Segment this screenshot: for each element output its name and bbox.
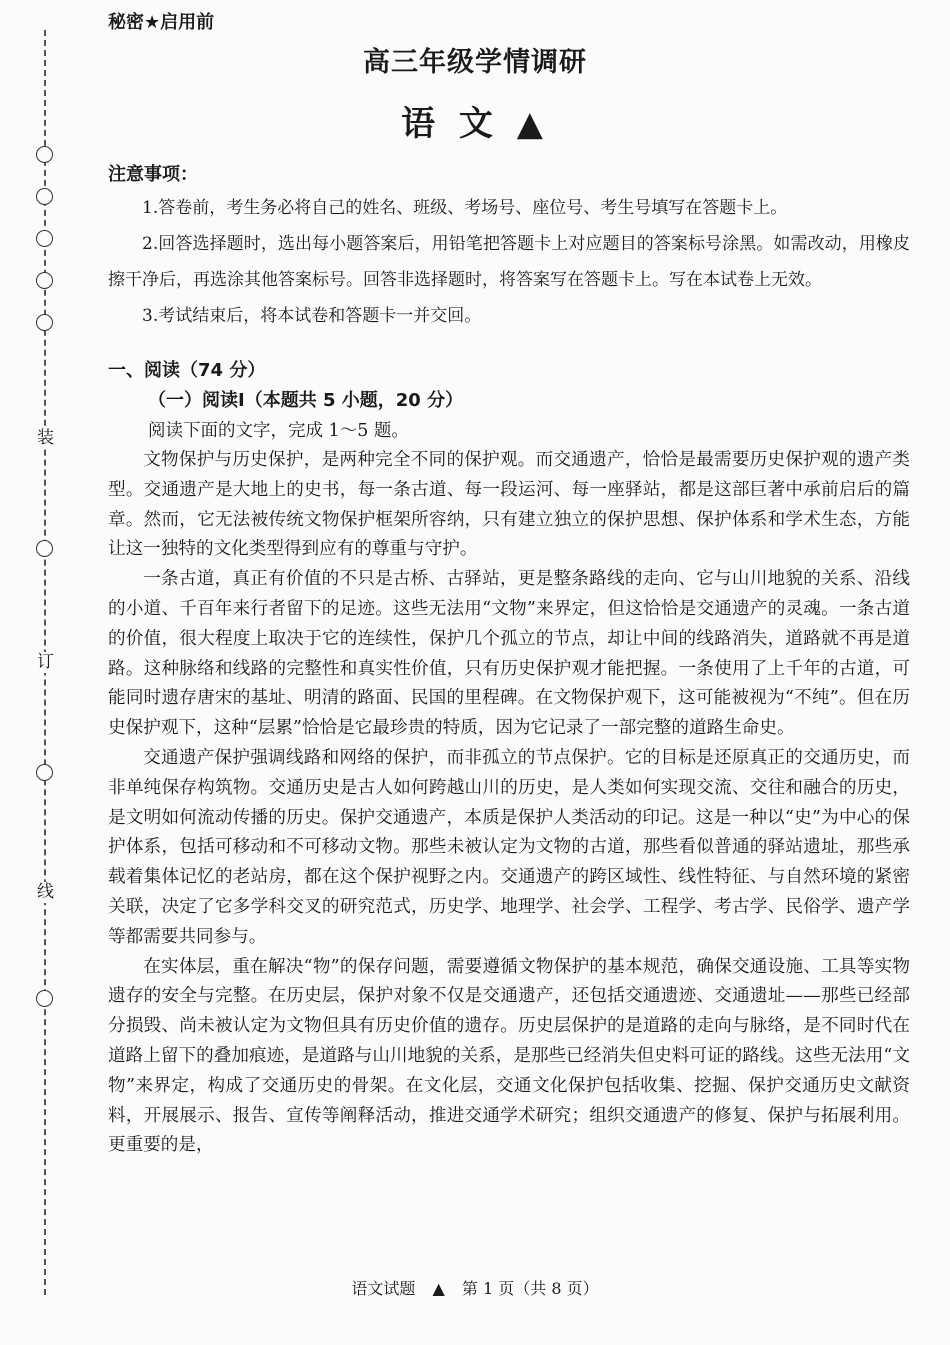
binding-hole-icon bbox=[36, 764, 53, 781]
binding-hole-icon bbox=[36, 230, 53, 247]
secret-label: 秘密★启用前 bbox=[108, 12, 215, 33]
footer-page-number: 第 1 页（共 8 页） bbox=[461, 1279, 599, 1298]
reading-paragraph: 在实体层，重在解决“物”的保存问题，需要遵循文物保护的基本规范，确保交通设施、工具等实物遗存的安全与完整。在历史层，保护对象不仅是交通遗产，还包括交通遗迹、交通遗址——那些已经部分损毁、尚未被认定为文物但具有历史价值的遗存。历史层保护的是道路的走向与脉络，是不同时代在道路上留下的叠加痕迹，是道路与山川地貌的关系，是那些已经消失但史料可证的路线。这些无法用“文物”来界定，构成了交通历史的骨架。在文化层，交通文化保护包括收集、挖掘、保护交通历史文献资料，开展展示、报告、宣传等阐释活动，推进交通学术研究；组织交通遗产的修复、保护与拓展利用。更重要的是， bbox=[108, 956, 910, 1156]
binding-hole-icon bbox=[36, 540, 53, 557]
binding-char-xian: 线 bbox=[37, 882, 54, 902]
reading-paragraph: 文物保护与历史保护，是两种完全不同的保护观。而交通遗产，恰恰是最需要历史保护观的遗产类型。交通遗产是大地上的史书，每一条古道、每一段运河、每一座驿站，都是这部巨著中承前启后的篇章。然而，它无法被传统文物保护框架所容纳，只有建立独立的保护思想、保护体系和学术生态，方能让这一独特的文化类型得到应有的尊重与守护。 bbox=[108, 450, 910, 560]
notice-item: 1.答卷前，考生务必将自己的姓名、班级、考场号、座位号、考生号填写在答题卡上。 bbox=[142, 198, 788, 218]
binding-hole-icon bbox=[36, 990, 53, 1007]
binding-char-zhuang: 装 bbox=[37, 428, 54, 448]
subsection-title: （一）阅读Ⅰ（本题共 5 小题，20 分） bbox=[148, 390, 464, 411]
footer-subject: 语文试题 bbox=[351, 1279, 416, 1298]
exam-content bbox=[108, 160, 910, 1161]
binding-hole-icon bbox=[36, 146, 53, 163]
section-title: 一、阅读（74 分） bbox=[108, 360, 266, 381]
subject-title: 语 文 ▲ bbox=[401, 104, 549, 144]
notice-heading: 注意事项： bbox=[108, 164, 198, 185]
binding-hole-icon bbox=[36, 188, 53, 205]
binding-hole-icon bbox=[36, 272, 53, 289]
binding-margin bbox=[0, 0, 95, 1300]
page-footer bbox=[0, 1276, 950, 1299]
exam-title: 高三年级学情调研 bbox=[363, 47, 587, 78]
reading-paragraph: 一条古道，真正有价值的不只是古桥、古驿站，更是整条路线的走向、它与山川地貌的关系、沿线的小道、千百年来行者留下的足迹。这些无法用“文物”来界定，但这恰恰是交通遗产的灵魂。一条古道的价值，很大程度上取决于它的连续性，保护几个孤立的节点，却让中间的线路消失，道路就不再是道路。这种脉络和线路的完整性和真实性价值，只有历史保护观才能把握。一条使用了上千年的古道，可能同时遗存唐宋的基址、明清的路面、民国的里程碑。在文物保护观下，这可能被视为“不纯”。但在历史保护观下，这种“层累”恰恰是它最珍贵的特质，因为它记录了一部完整的道路生命史。 bbox=[108, 569, 910, 739]
reading-paragraph: 交通遗产保护强调线路和网络的保护，而非孤立的节点保护。它的目标是还原真正的交通历史，而非单纯保存构筑物。交通历史是古人如何跨越山川的历史，是人类如何实现交流、交往和融合的历史，是文明如何流动传播的历史。保护交通遗产，本质是保护人类活动的印记。这是一种以“史”为中心的保护体系，包括可移动和不可移动文物。那些未被认定为文物的古道，那些看似普通的驿站遗址，那些承载着集体记忆的老站房，都在这个保护视野之内。交通遗产的跨区域性、线性特征、与自然环境的紧密关联，决定了它多学科交叉的研究范式，历史学、地理学、社会学、工程学、考古学、民俗学、遗产学等都需要共同参与。 bbox=[108, 747, 910, 947]
notice-item: 2.回答选择题时，选出每小题答案后，用铅笔把答题卡上对应题目的答案标号涂黑。如需改动，用橡皮擦干净后，再选涂其他答案标号。回答非选择题时，将答案写在答题卡上。写在本试卷上无效。 bbox=[108, 234, 910, 290]
reading-instruction: 阅读下面的文字，完成 1～5 题。 bbox=[148, 421, 409, 441]
binding-hole-icon bbox=[36, 314, 53, 331]
notice-item: 3.考试结束后，将本试卷和答题卡一并交回。 bbox=[142, 306, 482, 326]
binding-char-ding: 订 bbox=[37, 652, 54, 672]
triangle-icon: ▲ bbox=[432, 1279, 445, 1298]
